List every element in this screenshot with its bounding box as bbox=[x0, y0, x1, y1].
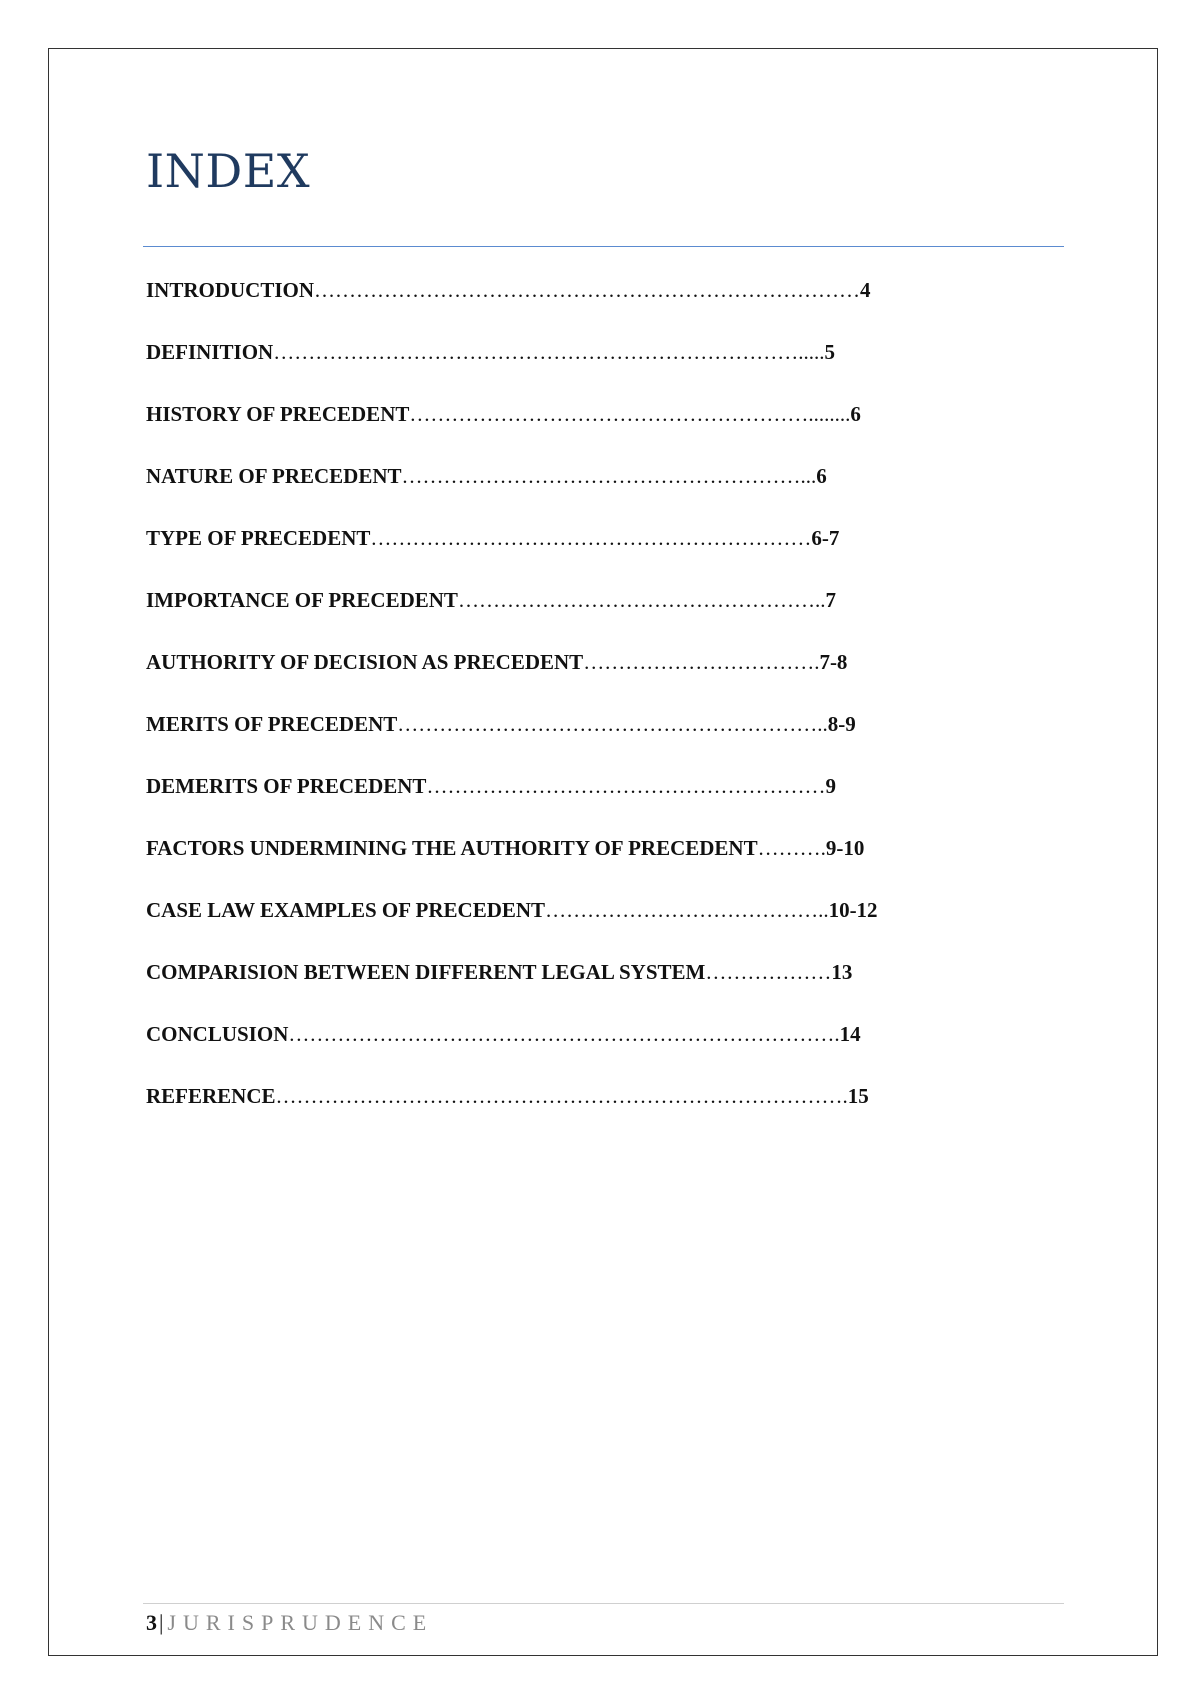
toc-page-number: 9-10 bbox=[825, 836, 865, 860]
toc-page-number: 6 bbox=[850, 402, 861, 426]
toc-entry-title: REFERENCE bbox=[146, 1084, 276, 1108]
toc-entry-title: CASE LAW EXAMPLES OF PRECEDENT bbox=[146, 898, 546, 922]
toc-leader-dots: ……………………………………………………………………. bbox=[288, 1022, 840, 1046]
toc-entry-title: NATURE OF PRECEDENT bbox=[146, 464, 402, 488]
toc-entry-title: IMPORTANCE OF PRECEDENT bbox=[146, 588, 458, 612]
footer-running-title: JURISPRUDENCE bbox=[167, 1610, 434, 1635]
toc-entry-case-law[interactable] bbox=[146, 898, 1046, 960]
toc-leader-dots: ……………… bbox=[705, 960, 832, 984]
toc-entry-title: COMPARISION BETWEEN DIFFERENT LEGAL SYSTEM bbox=[146, 960, 706, 984]
toc-entry-title: HISTORY OF PRECEDENT bbox=[146, 402, 410, 426]
toc-page-number: 6-7 bbox=[811, 526, 840, 550]
toc-entry-title: DEMERITS OF PRECEDENT bbox=[146, 774, 427, 798]
toc-leader-dots: ………………………………….. bbox=[545, 898, 829, 922]
toc-entry-title: MERITS OF PRECEDENT bbox=[146, 712, 398, 736]
toc-page-number: 6 bbox=[816, 464, 827, 488]
toc-entry-comparision[interactable] bbox=[146, 960, 1046, 1022]
toc-leader-dots: ……………………………. bbox=[583, 650, 820, 674]
toc-leader-dots: ………………………………………………… bbox=[426, 774, 826, 798]
toc-leader-dots: ………. bbox=[757, 836, 826, 860]
toc-leader-dots: …………………………………………………………………..... bbox=[273, 340, 825, 364]
toc-leader-dots: …………………………………………………….. bbox=[397, 712, 828, 736]
toc-page-number: 14 bbox=[839, 1022, 861, 1046]
footer-separator: | bbox=[159, 1610, 164, 1635]
toc-entry-demerits[interactable] bbox=[146, 774, 1046, 836]
toc-entry-importance[interactable] bbox=[146, 588, 1046, 650]
footer-divider bbox=[143, 1603, 1064, 1604]
toc-page-number: 13 bbox=[831, 960, 853, 984]
toc-entry-reference[interactable] bbox=[146, 1084, 1046, 1146]
title-underline-divider bbox=[143, 246, 1064, 247]
toc-page-number: 4 bbox=[860, 278, 871, 302]
toc-entry-introduction[interactable] bbox=[146, 278, 1046, 340]
toc-entry-conclusion[interactable] bbox=[146, 1022, 1046, 1084]
toc-page-number: 8-9 bbox=[827, 712, 856, 736]
footer-page-number: 3 bbox=[146, 1610, 157, 1635]
toc-entry-history[interactable] bbox=[146, 402, 1046, 464]
toc-entry-title: INTRODUCTION bbox=[146, 278, 315, 302]
toc-page-number: 9 bbox=[825, 774, 836, 798]
toc-entry-title: DEFINITION bbox=[146, 340, 274, 364]
toc-entry-title: CONCLUSION bbox=[146, 1022, 289, 1046]
toc-entry-factors[interactable] bbox=[146, 836, 1046, 898]
toc-entry-title: TYPE OF PRECEDENT bbox=[146, 526, 371, 550]
toc-page-number: 5 bbox=[824, 340, 835, 364]
toc-entry-title: FACTORS UNDERMINING THE AUTHORITY OF PRECEDENT bbox=[146, 836, 758, 860]
toc-leader-dots: …………………………………………………………………… bbox=[314, 278, 861, 302]
toc-leader-dots: ………………………………………………………………………. bbox=[275, 1084, 848, 1108]
toc-entry-authority[interactable] bbox=[146, 650, 1046, 712]
toc-leader-dots: …………………………………………….. bbox=[457, 588, 826, 612]
toc-entry-title: AUTHORITY OF DECISION AS PRECEDENT bbox=[146, 650, 584, 674]
toc-page-number: 7-8 bbox=[819, 650, 848, 674]
toc-entry-definition[interactable] bbox=[146, 340, 1046, 402]
toc-entry-merits[interactable] bbox=[146, 712, 1046, 774]
toc-leader-dots: …………………………………………………........ bbox=[409, 402, 851, 426]
page-title: INDEX bbox=[146, 144, 311, 198]
toc-leader-dots: …………………………………………………... bbox=[401, 464, 817, 488]
toc-page-number: 10-12 bbox=[828, 898, 878, 922]
toc-entry-type[interactable] bbox=[146, 526, 1046, 588]
toc-page-number: 15 bbox=[847, 1084, 869, 1108]
toc-page-number: 7 bbox=[825, 588, 836, 612]
toc-entry-nature[interactable] bbox=[146, 464, 1046, 526]
page-footer bbox=[146, 1612, 433, 1634]
toc-leader-dots: ……………………………………………………… bbox=[370, 526, 812, 550]
table-of-contents bbox=[146, 278, 1046, 1146]
